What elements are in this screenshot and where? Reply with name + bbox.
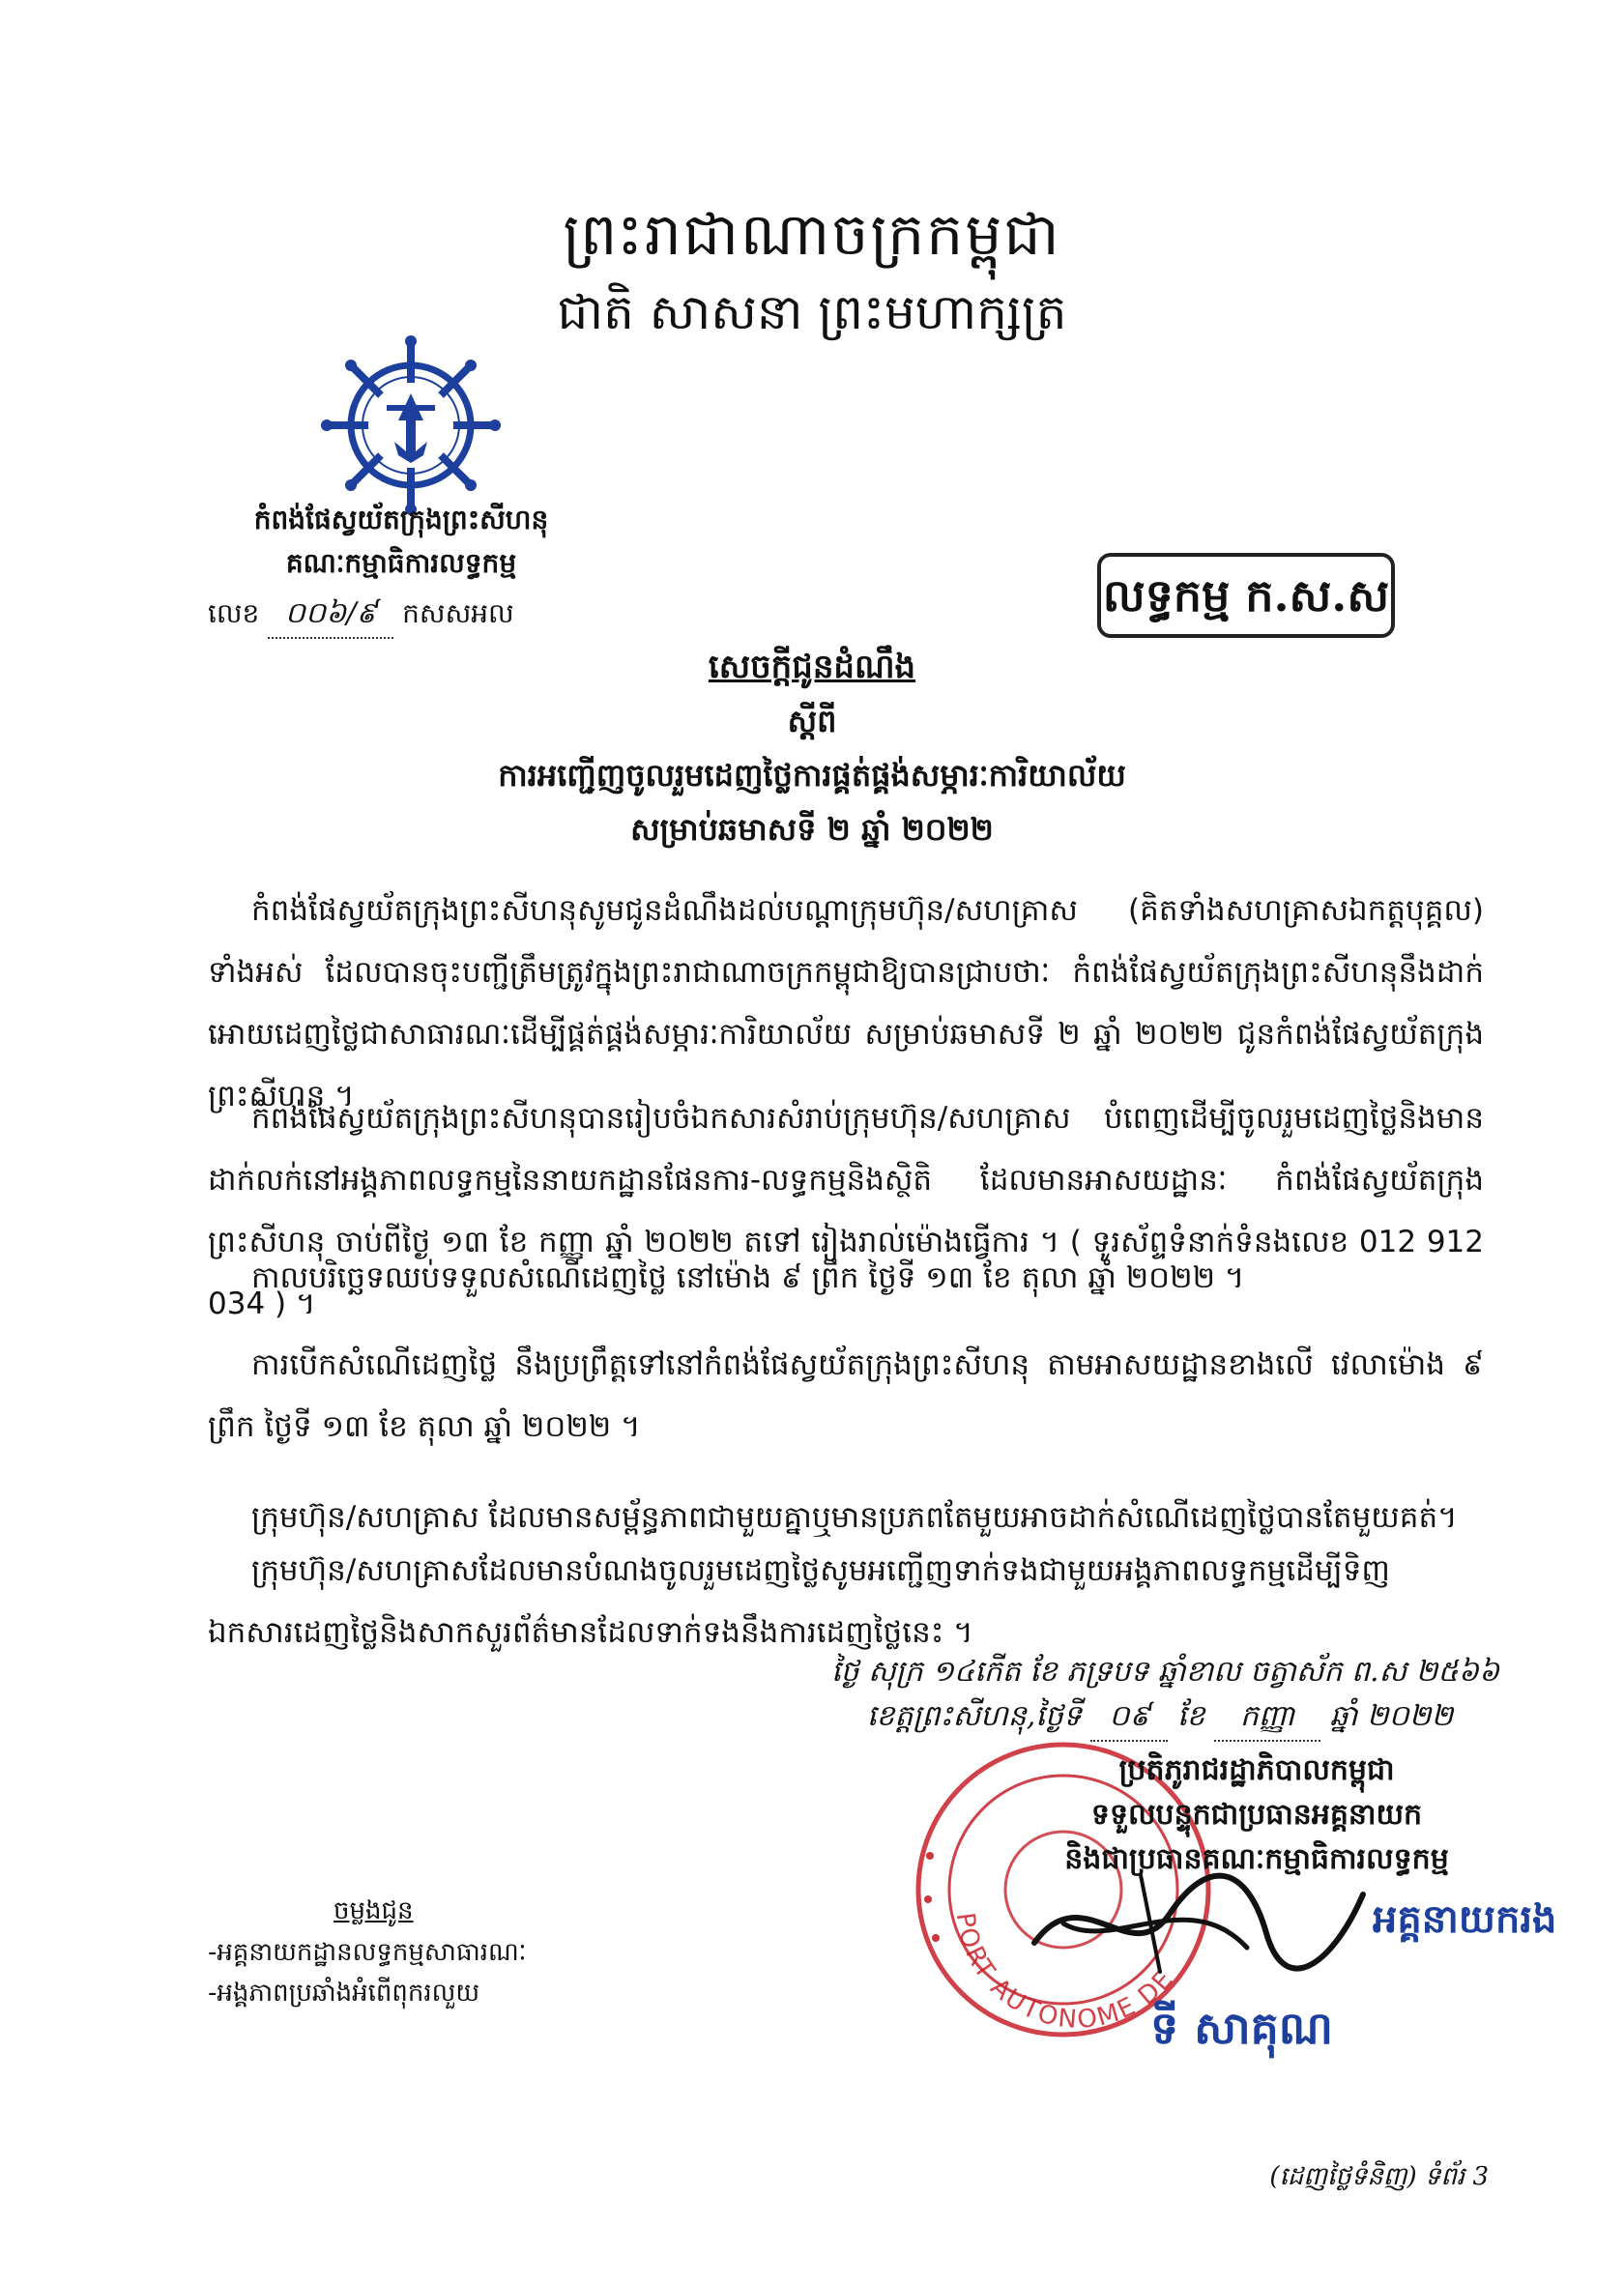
signatory-title-1: ប្រតិភូរាជរដ្ឋាភិបាលកម្ពុជា	[1118, 1753, 1395, 1787]
seal-text: PORT AUTONOME DE	[949, 1910, 1180, 2035]
handwritten-signature	[1025, 1856, 1373, 1981]
reference-value: ០០៦/៩	[268, 594, 393, 639]
national-motto: ជាតិ សាសនា ព្រះមហាក្សត្រ	[557, 284, 1067, 340]
procurement-box-stamp: លទ្ធកម្ម ក.ស.ស	[1097, 553, 1395, 638]
notice-title: សេចក្តីជូនដំណឹង	[708, 648, 916, 686]
notice-subject: ការអញ្ជើញចូលរួមដេញថ្លៃការផ្គត់ផ្គង់សម្ភារៈការិយាល័យ	[498, 757, 1126, 794]
paragraph-contact: ក្រុមហ៊ុន/សហគ្រាសដែលមានបំណងចូលរួមដេញថ្លៃសូមអញ្ជើញទាក់ទងជាមួយអង្គភាពលទ្ធកម្មដើម្បីទិញឯកសារដេញថ្លៃនិងសាកសួរព័ត៌មានដែលទាក់ទងនឹងការដេញថ្លៃនេះ ។	[208, 1553, 1390, 1650]
reference-prefix: លេខ	[208, 597, 260, 629]
ship-wheel-icon	[319, 333, 503, 517]
page-footer: (ដេញថ្លៃទំនិញ) ទំព័រ 3	[1269, 2162, 1489, 2191]
paragraph-documents: កំពង់ផែស្វយ័តក្រុងព្រះសីហនុបានរៀបចំឯកសារសំរាប់ក្រុមហ៊ុន/សហគ្រាស បំពេញដើម្បីចូលរួមដេញថ្លៃនិងមានដាក់លក់នៅអង្គភាពលទ្ធកម្មនៃនាយកដ្ឋានផែនការ-លទ្ធកម្មនិងស្ថិតិ ដែលមានអាសយដ្ឋានៈ កំពង់ផែស្វយ័តក្រុងព្រះសីហនុ ចាប់ពីថ្ងៃ ១៣ ខែ កញ្ញា ឆ្នាំ ២០២២ តទៅ រៀងរាល់ម៉ោងធ្វើការ ។ ( ទូរស័ព្ទទំនាក់ទំនងលេខ 012 912 034 ) ។	[208, 1101, 1484, 1321]
cc-title: ចម្លងជូន	[334, 1896, 414, 1925]
notice-subject-label: ស្តីពី	[787, 703, 837, 739]
paragraph-deadline: កាលបរិច្ឆេទឈប់ទទួលសំណើដេញថ្លៃ នៅម៉ោង ៩ ព្រឹក ថ្ងៃទី ១៣ ខែ តុលា ឆ្នាំ ២០២២ ។	[251, 1260, 1245, 1295]
organization-name: កំពង់ផែស្វយ័តក្រុងព្រះសីហនុ	[253, 504, 549, 535]
solar-date-prefix: ខេត្តព្រះសីហនុ,ថ្ងៃទី	[866, 1699, 1082, 1733]
notice-period: សម្រាប់ឆមាសទី ២ ឆ្នាំ ២០២២	[630, 811, 994, 848]
paragraph-opening: ការបើកសំណើដេញថ្លៃ នឹងប្រព្រឹត្តទៅនៅកំពង់ផែស្វយ័តក្រុងព្រះសីហនុ តាមអាសយដ្ឋានខាងលើ វេលាម៉ោង ៩ ព្រឹក ថ្ងៃទី ១៣ ខែ តុលា ឆ្នាំ ២០២២ ។	[208, 1347, 1484, 1444]
kingdom-heading: ព្រះរាជាណាចក្រកម្ពុជា	[563, 201, 1061, 269]
signatory-name: ទី សាគុណ	[1150, 2002, 1333, 2054]
reference-suffix: កសសអល	[402, 597, 514, 629]
paragraph-affiliation: ក្រុមហ៊ុន/សហគ្រាស ដែលមានសម្ព័ន្ធភាពជាមួយគ្នាឬមានប្រភពតែមួយអាចដាក់សំណើដេញថ្លៃបានតែមួយគត់។	[251, 1500, 1458, 1535]
solar-day: ០៩	[1090, 1697, 1168, 1742]
paragraph-intro: កំពង់ផែស្វយ័តក្រុងព្រះសីហនុសូមជូនដំណឹងដល់បណ្តាក្រុមហ៊ុន/សហគ្រាស (គិតទាំងសហគ្រាសឯកត្តបុគ្គល) ទាំងអស់ ដែលបានចុះបញ្ជីត្រឹមត្រូវក្នុងព្រះរាជាណាចក្រកម្ពុជាឱ្យបានជ្រាបថាៈ កំពង់ផែស្វយ័តក្រុងព្រះសីហនុនឹងដាក់អោយដេញថ្លៃជាសាធារណៈដើម្បីផ្គត់ផ្គង់សម្ភារៈការិយាល័យ សម្រាប់ឆមាសទី ២ ឆ្នាំ ២០២២ ជូនកំពង់ផែស្វយ័តក្រុងព្រះសីហនុ ។	[208, 893, 1484, 1113]
cc-item-1: -អគ្គនាយកដ្ឋានលទ្ធកម្មសាធារណៈ	[208, 1938, 527, 1967]
cc-item-2: -អង្គភាពប្រឆាំងអំពើពុករលួយ	[208, 1979, 480, 2008]
solar-year-label: ឆ្នាំ	[1329, 1699, 1358, 1733]
signatory-title-3: និងជាប្រធានគណៈកម្មាធិការលទ្ធកម្ម	[1064, 1842, 1449, 1876]
solar-month: កញ្ញា	[1214, 1697, 1320, 1742]
reference-number	[208, 594, 594, 639]
port-authority-logo	[319, 333, 503, 517]
solar-month-label: ខែ	[1177, 1699, 1205, 1733]
lunar-date: ថ្ងៃ សុក្រ ១៤កើត ខែ ភទ្របទ ឆ្នាំខាល ចត្វាស័ក ព.ស ២៥៦៦	[831, 1655, 1500, 1689]
committee-name: គណៈកម្មាធិការលទ្ធកម្ម	[285, 547, 517, 579]
solar-year: ២០២២	[1366, 1699, 1454, 1733]
signatory-position: អគ្គនាយករង	[1373, 1897, 1557, 1942]
signatory-title-2: ទទួលបន្ទុកជាប្រធានអគ្គនាយក	[1090, 1798, 1423, 1832]
